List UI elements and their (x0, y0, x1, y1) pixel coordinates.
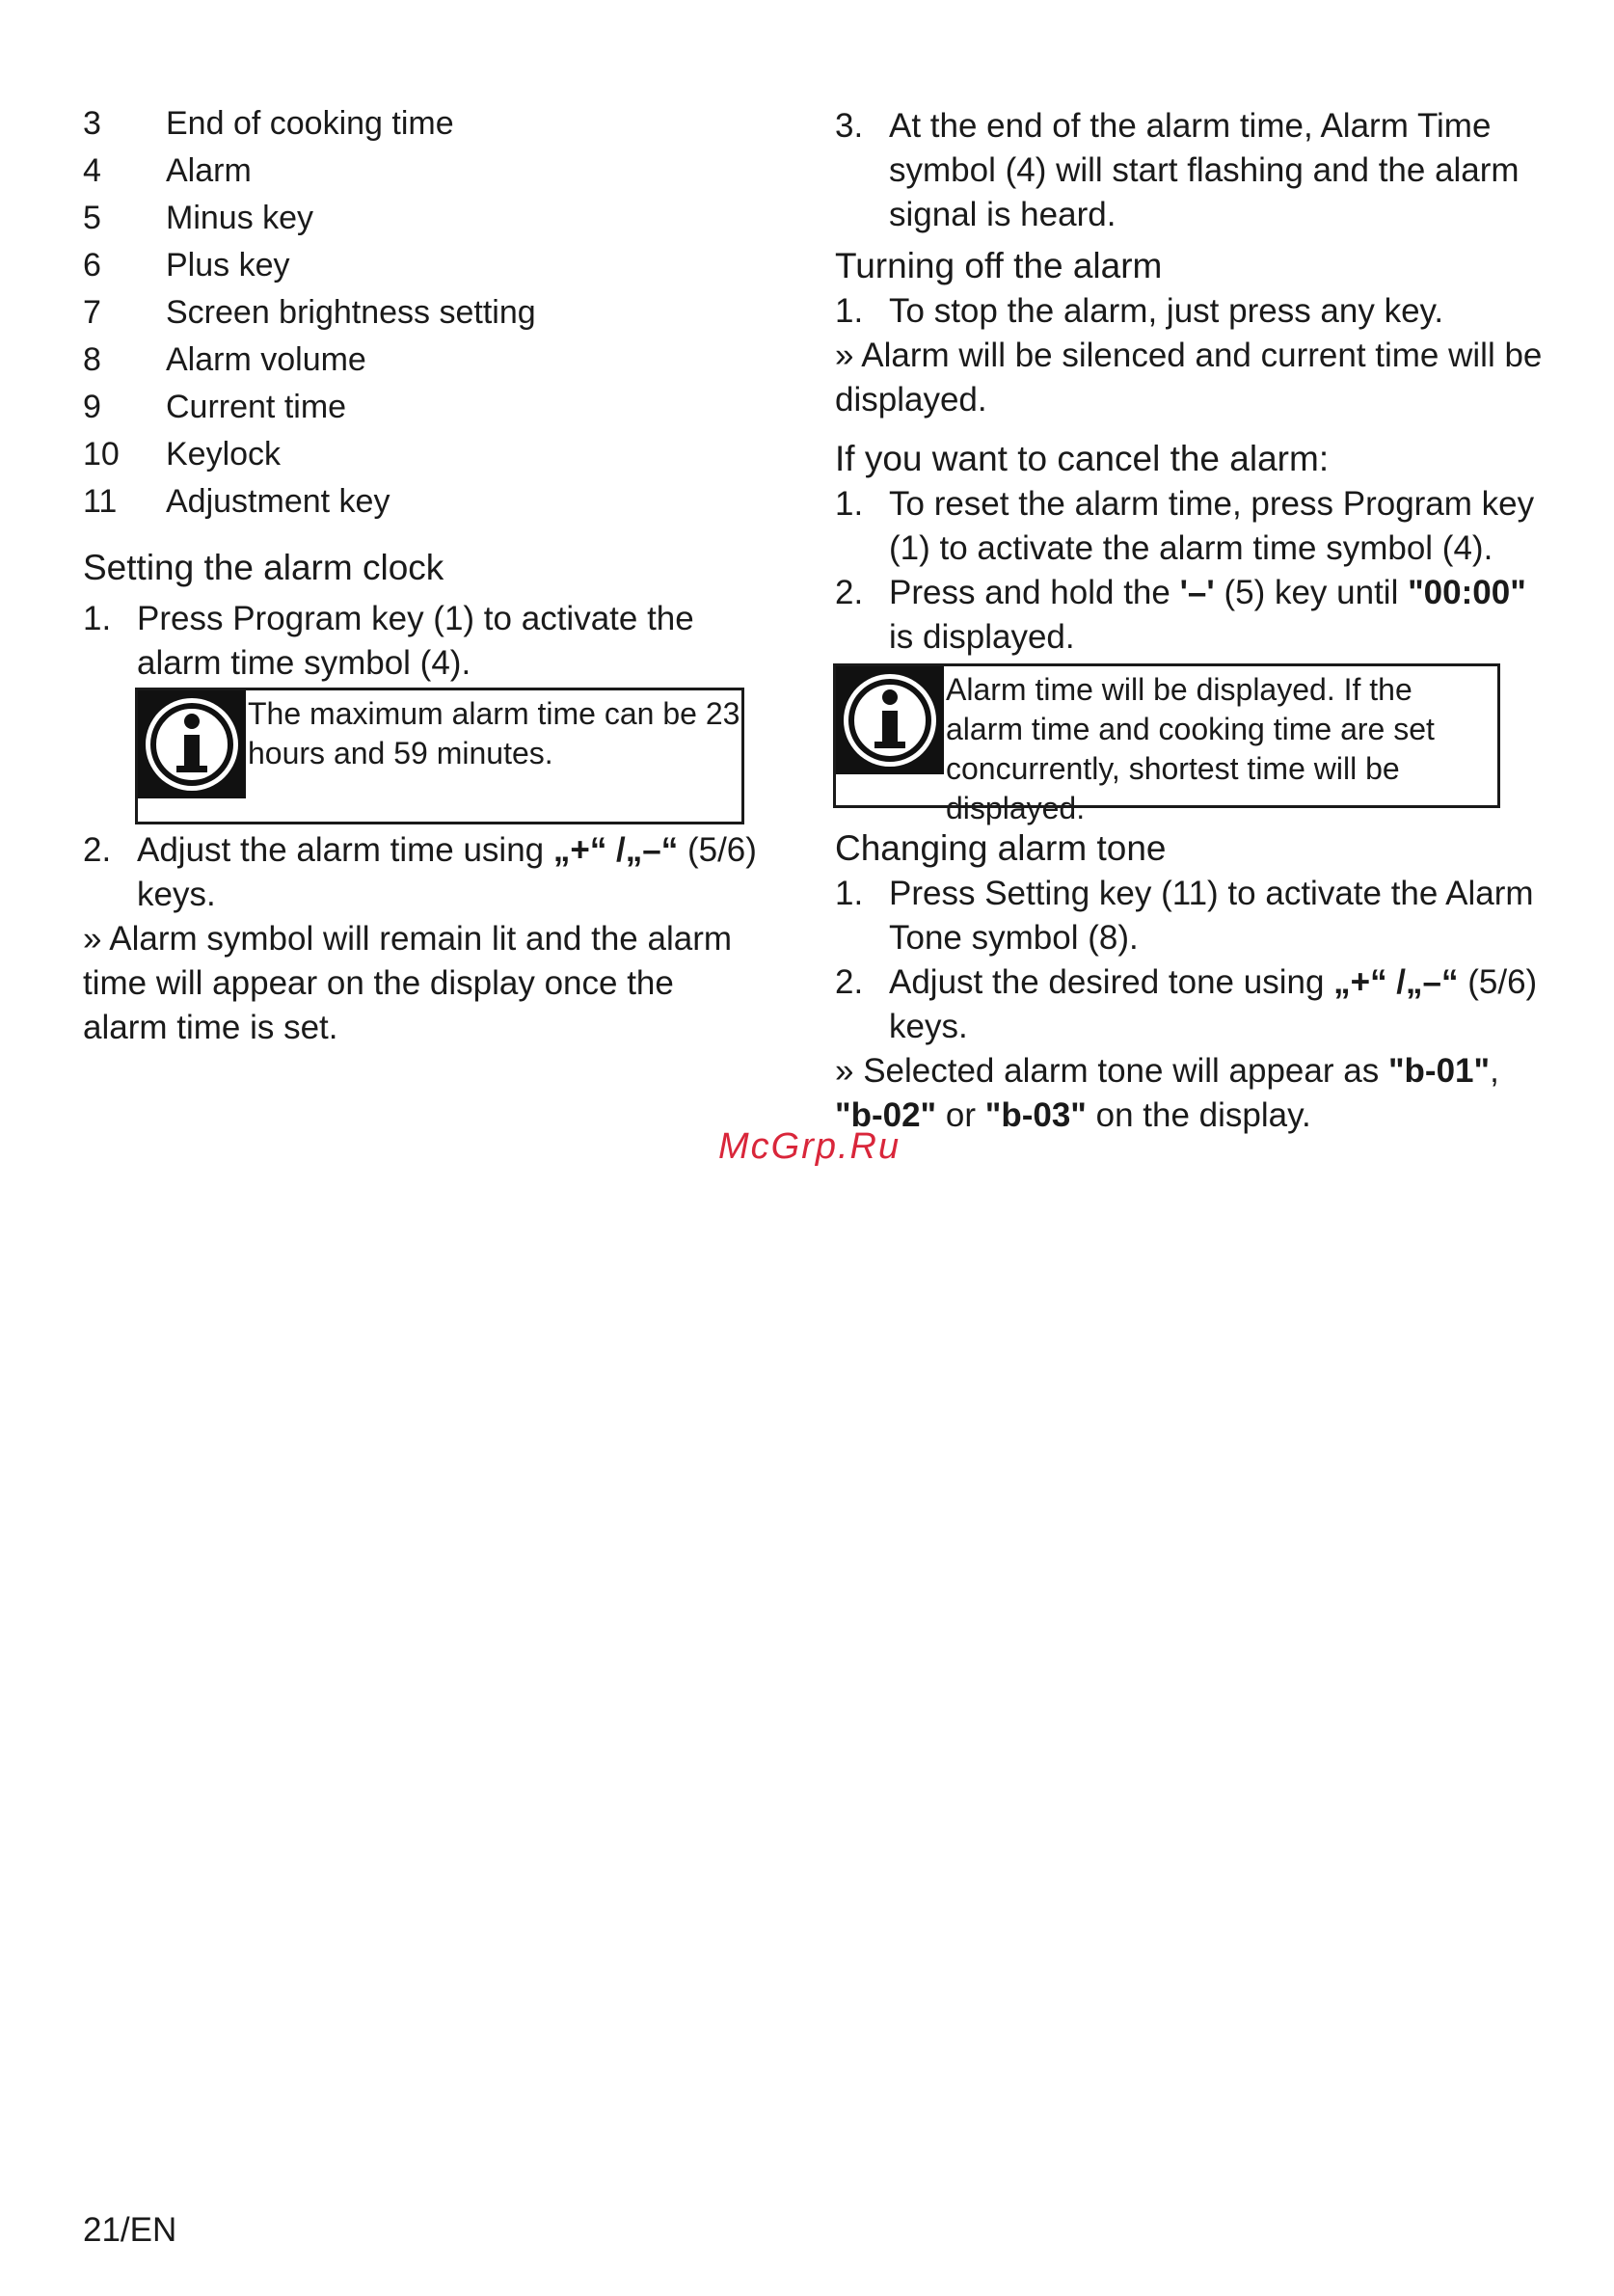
setting-alarm-heading: Setting the alarm clock (83, 548, 444, 587)
setting-step-2: 2. Adjust the alarm time using „+“ /„–“ (5/6) keys. (83, 831, 757, 913)
plus-minus-keys: „+“ /„–“ (552, 831, 679, 869)
tone-b01: "b-01" (1387, 1052, 1491, 1090)
tone-step-1: 1. Press Setting key (11) to activate the Alarm Tone symbol (8). (835, 875, 1534, 957)
tone-b03: "b-03" (984, 1096, 1087, 1134)
info-note-text: Alarm time will be displayed. If the alarm time and cooking time are set concurrently, shortest time will be displayed. (946, 672, 1435, 825)
info-note (833, 663, 1500, 825)
info-note (135, 688, 744, 824)
tone-step-2: 2. Adjust the desired tone using „+“ /„–“ (5/6) keys. (835, 963, 1538, 1045)
setting-result: » Alarm symbol will remain lit and the alarm time will appear on the display once the alarm time is set. (83, 920, 733, 1046)
zero-time-value: "00:00" (1408, 574, 1526, 611)
turning-off-step-1: 1. To stop the alarm, just press any key. (835, 292, 1444, 330)
turning-off-heading: Turning off the alarm (835, 246, 1163, 285)
cancel-step-2: 2. Press and hold the '–' (5) key until "00:00" is displayed. (835, 574, 1526, 656)
plus-minus-keys: „+“ /„–“ (1333, 963, 1459, 1001)
info-icon (836, 666, 944, 774)
legend-item: 7 Screen brightness setting (83, 294, 536, 331)
info-note-text: The maximum alarm time can be 23 hours and 59 minutes. (248, 696, 740, 770)
alarm-end-step-3: 3. At the end of the alarm time, Alarm Time symbol (4) will start flashing and the alarm signal is heard. (835, 107, 1520, 233)
info-icon-graphic (142, 694, 242, 795)
left-column (83, 96, 758, 1050)
tone-b02: "b-02" (835, 1096, 937, 1134)
right-column (835, 96, 1544, 1138)
legend-item: 5 Minus key (83, 200, 314, 236)
setting-step-1: 1. Press Program key (1) to activate the alarm time symbol (4). (83, 600, 694, 682)
legend-item: 3 End of cooking time (83, 105, 454, 142)
info-icon-graphic (840, 670, 940, 770)
legend-list (83, 100, 758, 526)
page-number: 21/EN (83, 2211, 177, 2249)
legend-item: 11 Adjustment key (83, 483, 390, 520)
info-icon (138, 690, 246, 798)
turning-off-result: » Alarm will be silenced and current time will be displayed. (835, 337, 1543, 419)
cancel-step-1: 1. To reset the alarm time, press Program key (1) to activate the alarm time symbol (4). (835, 485, 1535, 567)
cancel-alarm-heading: If you want to cancel the alarm: (835, 439, 1330, 478)
tone-result: » Selected alarm tone will appear as "b-01", "b-02" or "b-03" on the display. (835, 1052, 1499, 1134)
legend-item: 10 Keylock (83, 436, 282, 473)
legend-item: 9 Current time (83, 389, 347, 425)
legend-item: 4 Alarm (83, 152, 252, 189)
changing-tone-heading: Changing alarm tone (835, 828, 1167, 868)
legend-item: 8 Alarm volume (83, 341, 366, 378)
legend-item: 6 Plus key (83, 247, 290, 284)
minus-key-label: '–' (1179, 574, 1215, 611)
watermark: McGrp.Ru (718, 1126, 901, 1167)
